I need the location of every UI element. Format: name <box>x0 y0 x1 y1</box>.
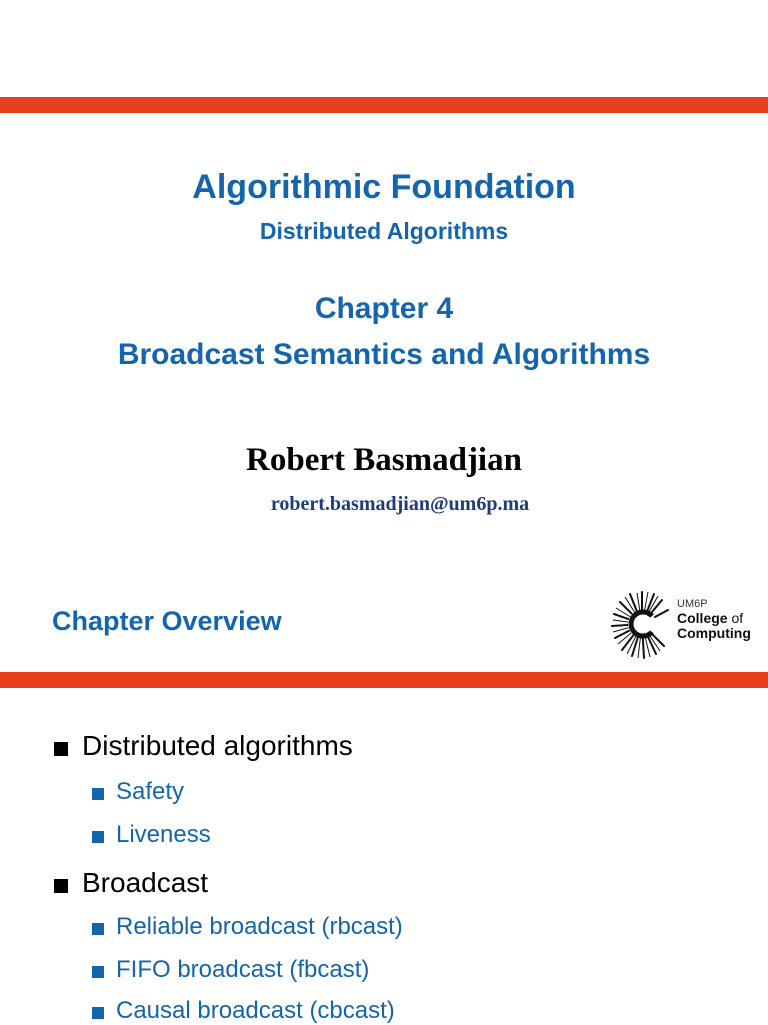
logo-line-um6p: UM6P <box>677 598 708 610</box>
author-name: Robert Basmadjian <box>246 442 522 478</box>
list-item-label: Liveness <box>116 821 211 848</box>
list-item-label: Reliable broadcast (rbcast) <box>116 913 403 940</box>
section-heading: Chapter Overview <box>52 606 282 636</box>
bullet-square-icon <box>92 831 104 843</box>
list-item-label: Safety <box>116 778 185 805</box>
bullet-square-icon <box>54 879 68 893</box>
list-item-label: FIFO broadcast (fbcast) <box>116 956 370 983</box>
bullet-square-icon <box>92 923 104 935</box>
bullet-square-icon <box>92 966 104 978</box>
logo-word-of: of <box>727 610 744 626</box>
bullet-square-icon <box>54 742 68 756</box>
starburst-logo-icon <box>610 588 674 660</box>
logo-word-college: College <box>677 610 728 626</box>
bullet-square-icon <box>92 1007 104 1019</box>
page-subtitle: Distributed Algorithms <box>259 218 509 244</box>
bullet-square-icon <box>92 788 104 800</box>
logo-line-computing: Computing <box>677 625 751 641</box>
page-title: Algorithmic Foundation <box>192 168 576 206</box>
list-item-label: Causal broadcast (cbcast) <box>116 997 395 1024</box>
logo-line-college <box>677 610 743 626</box>
author-email: robert.basmadjian@um6p.ma <box>270 493 530 515</box>
list-item-label: Distributed algorithms <box>82 730 353 761</box>
top-accent-bar <box>0 97 768 113</box>
section-accent-bar <box>0 672 768 688</box>
list-item-label: Broadcast <box>82 867 209 898</box>
chapter-number: Chapter 4 <box>314 292 454 325</box>
college-logo <box>610 588 760 660</box>
chapter-title: Broadcast Semantics and Algorithms <box>117 338 651 371</box>
